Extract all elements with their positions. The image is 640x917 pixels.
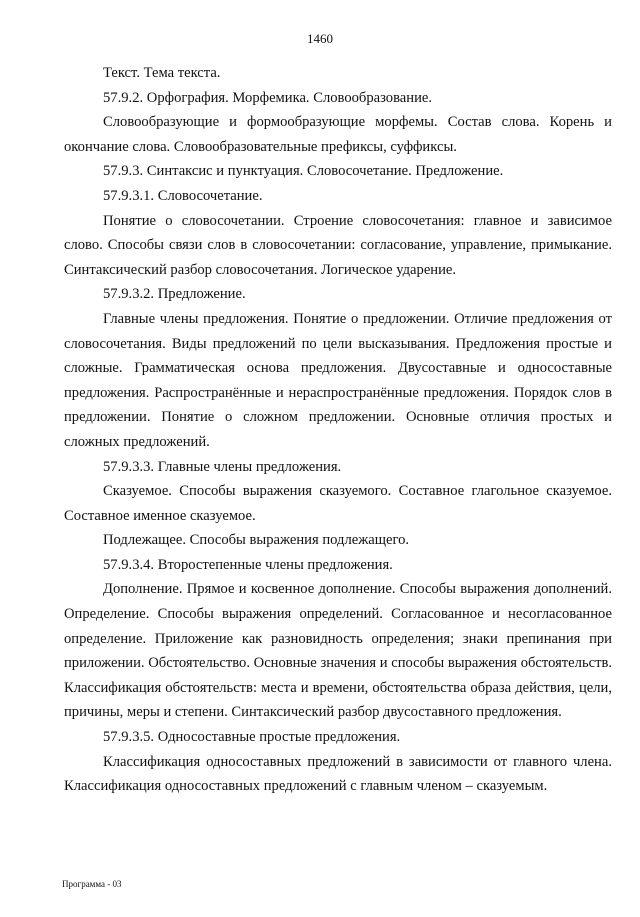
- section-heading: 57.9.3. Синтаксис и пунктуация. Словосочетание. Предложение.: [103, 163, 504, 180]
- section-heading: 57.9.3.1. Словосочетание.: [103, 187, 263, 204]
- paragraph: Понятие о словосочетании. Строение словосочетания: главное и зависимое слово. Способы связи слов в словосочетании: согласование, управление, примыкание. Синтаксический разбор словосочетания. Логическое ударение.: [64, 212, 612, 278]
- paragraph: Текст. Тема текста.: [103, 65, 221, 81]
- paragraph: Классификация односоставных предложений в зависимости от главного члена. Классификация односоставных предложений с главным членом – сказуемым.: [64, 753, 612, 795]
- section-heading: 57.9.2. Орфография. Морфемика. Словообразование.: [103, 89, 433, 106]
- section-heading: 57.9.3.4. Второстепенные члены предложения.: [103, 556, 393, 573]
- document-body: [64, 61, 612, 799]
- paragraph: Дополнение. Прямое и косвенное дополнение. Способы выражения дополнений. Определение. Способы выражения определений. Согласованное и несогласованное определение. Приложение как разновидность определения; знаки препинания при приложении. Обстоятельство. Основные значения и способы выражения обстоятельств. Классификация обстоятельств: места и времени, обстоятельства образа действия, цели, причины, меры и степени. Синтаксический разбор двусоставного предложения.: [64, 581, 612, 721]
- paragraph: Словообразующие и формообразующие морфемы. Состав слова. Корень и окончание слова. Словообразовательные префиксы, суффиксы.: [64, 114, 612, 155]
- section-heading: 57.9.3.5. Односоставные простые предложения.: [103, 729, 401, 746]
- section-heading: 57.9.3.2. Предложение.: [103, 286, 246, 303]
- paragraph: Подлежащее. Способы выражения подлежащего.: [103, 532, 410, 549]
- footer-label: Программа - 03: [62, 879, 122, 889]
- paragraph: Сказуемое. Способы выражения сказуемого. Составное глагольное сказуемое. Составное именное сказуемое.: [64, 483, 612, 524]
- paragraph: Главные члены предложения. Понятие о предложении. Отличие предложения от словосочетания. Виды предложений по цели высказывания. Предложения простые и сложные. Грамматическая основа предложения. Двусоставные и односоставные предложения. Распространённые и нераспространённые предложения. Порядок слов в предложении. Понятие о сложном предложении. Основные отличия простых и сложных предложений.: [64, 310, 612, 450]
- section-heading: 57.9.3.3. Главные члены предложения.: [103, 458, 342, 475]
- page-number: 1460: [307, 31, 333, 46]
